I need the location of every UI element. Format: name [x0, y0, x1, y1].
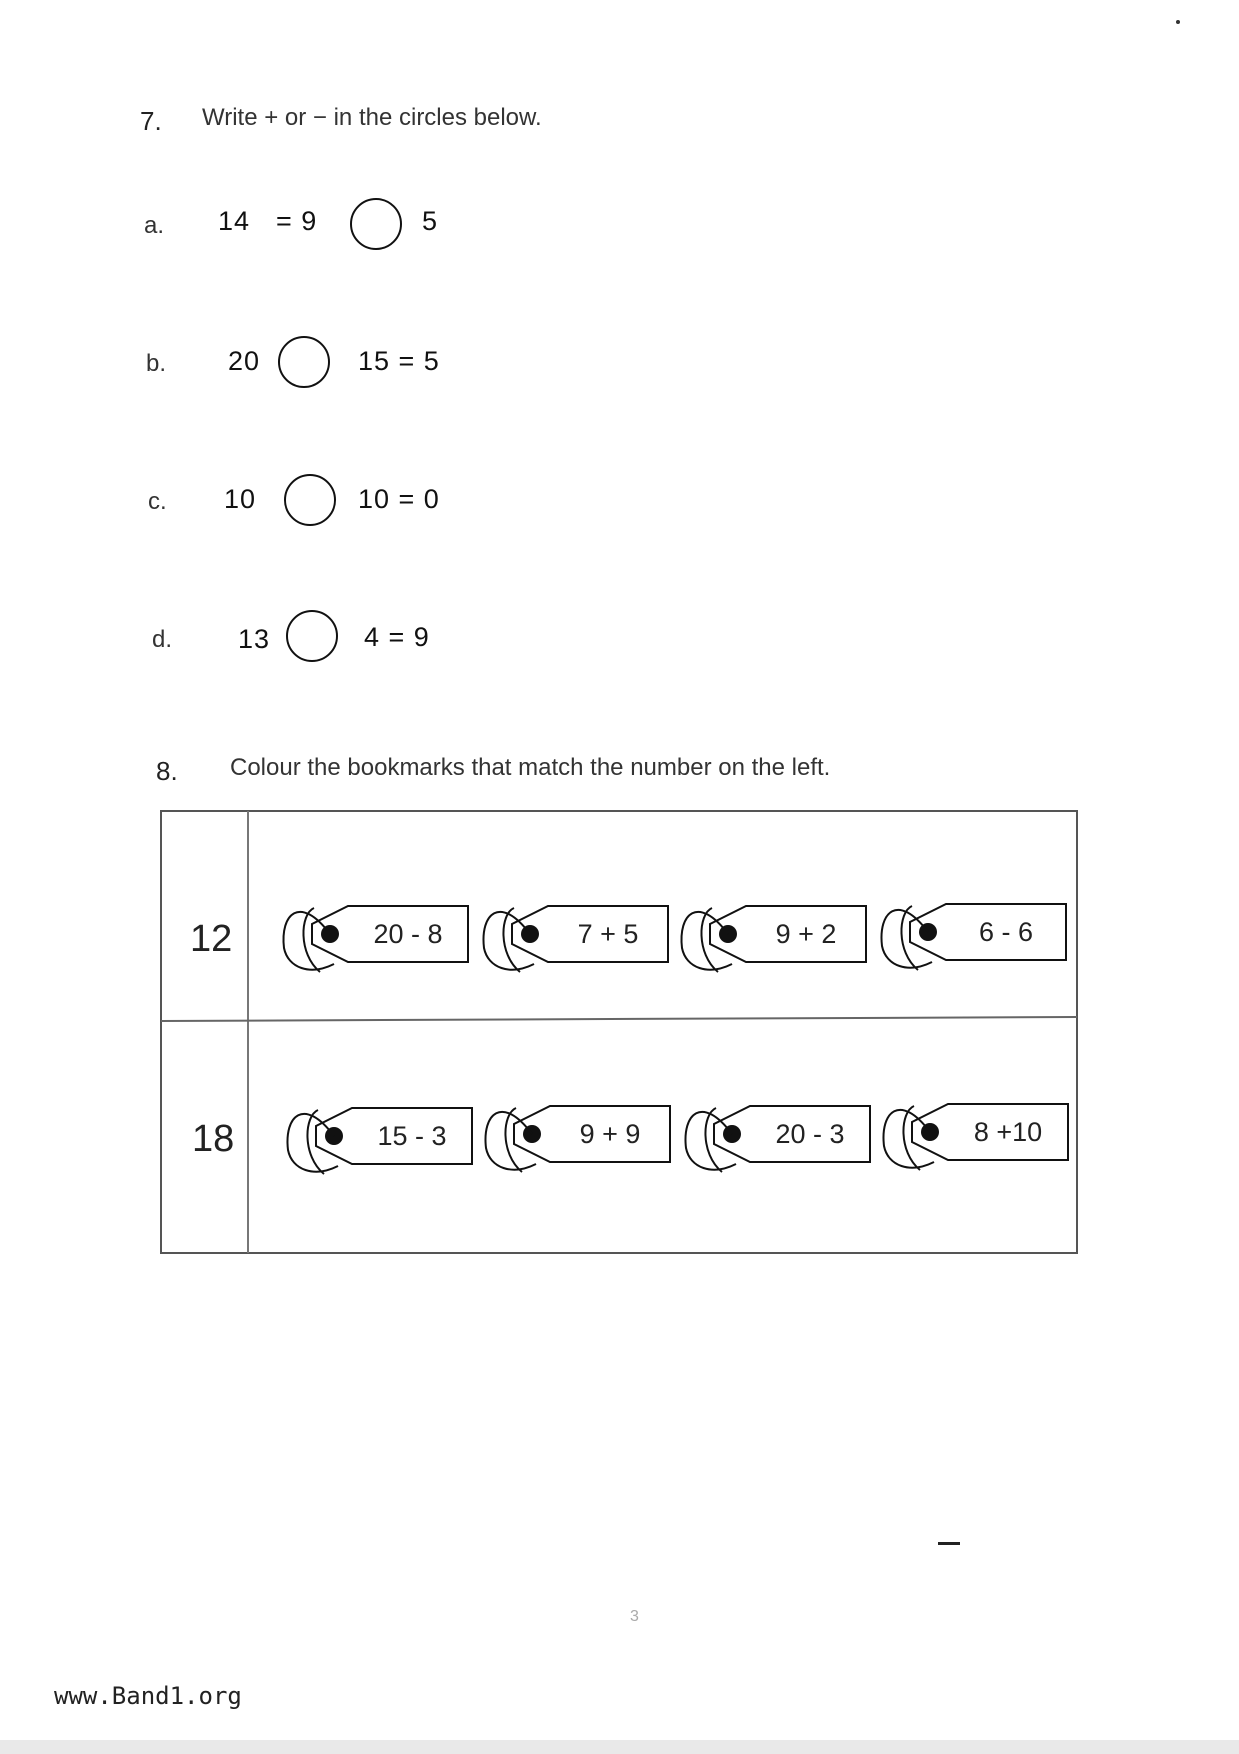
bookmark-label: 20 - 3	[775, 1118, 845, 1149]
row-d-left-number: 13	[238, 624, 271, 654]
row-d-answer-circle[interactable]	[286, 610, 338, 662]
page-bottom-band	[0, 1740, 1239, 1754]
row-b-answer-circle[interactable]	[278, 336, 330, 388]
bookmark-12-1[interactable]	[270, 884, 480, 984]
bookmark-label: 7 + 5	[577, 918, 639, 949]
scan-mark	[938, 1542, 960, 1545]
bookmark-18-2[interactable]	[472, 1084, 682, 1184]
bookmark-18-3[interactable]	[672, 1084, 882, 1184]
bookmark-12-2[interactable]	[470, 884, 680, 984]
bookmark-label: 15 - 3	[377, 1120, 447, 1151]
bookmark-table	[160, 810, 1080, 1256]
row-18-number: 18	[192, 1118, 235, 1160]
bookmark-label: 20 - 8	[373, 918, 443, 949]
bookmark-18-1[interactable]	[274, 1086, 484, 1186]
row-a-equals-part: = 9	[276, 206, 318, 236]
row-a-left-number: 14	[218, 206, 251, 236]
question-7-number: 7.	[140, 106, 162, 136]
bookmark-label: 9 + 9	[579, 1118, 641, 1149]
question-7-instruction: Write + or − in the circles below.	[202, 104, 542, 131]
page-number: 3	[630, 1608, 639, 1625]
row-b-left-number: 20	[228, 346, 261, 376]
row-a-right-part: 5	[422, 206, 439, 236]
footer-url: www.Band1.org	[54, 1682, 242, 1710]
scan-speck	[1176, 20, 1180, 24]
row-b-right-part: 15 = 5	[358, 346, 440, 376]
row-a-answer-circle[interactable]	[350, 198, 402, 250]
question-8-instruction: Colour the bookmarks that match the number on the left.	[230, 754, 831, 781]
row-d-letter: d.	[152, 626, 173, 653]
row-12-number: 12	[190, 918, 233, 960]
row-d-right-part: 4 = 9	[364, 622, 430, 652]
bookmark-12-3[interactable]	[668, 884, 878, 984]
row-c-left-number: 10	[224, 484, 257, 514]
row-c-letter: c.	[148, 488, 167, 515]
bookmark-12-4[interactable]	[868, 882, 1078, 982]
bookmark-label: 8 +10	[973, 1116, 1043, 1147]
row-b-letter: b.	[146, 350, 167, 377]
row-c-answer-circle[interactable]	[284, 474, 336, 526]
row-c-right-part: 10 = 0	[358, 484, 440, 514]
bookmark-label: 9 + 2	[775, 918, 837, 949]
question-8-number: 8.	[156, 756, 178, 786]
table-grid-lines	[160, 810, 1080, 1256]
bookmark-18-4[interactable]	[870, 1082, 1080, 1182]
bookmark-label: 6 - 6	[978, 916, 1034, 947]
row-a-letter: a.	[144, 212, 165, 239]
